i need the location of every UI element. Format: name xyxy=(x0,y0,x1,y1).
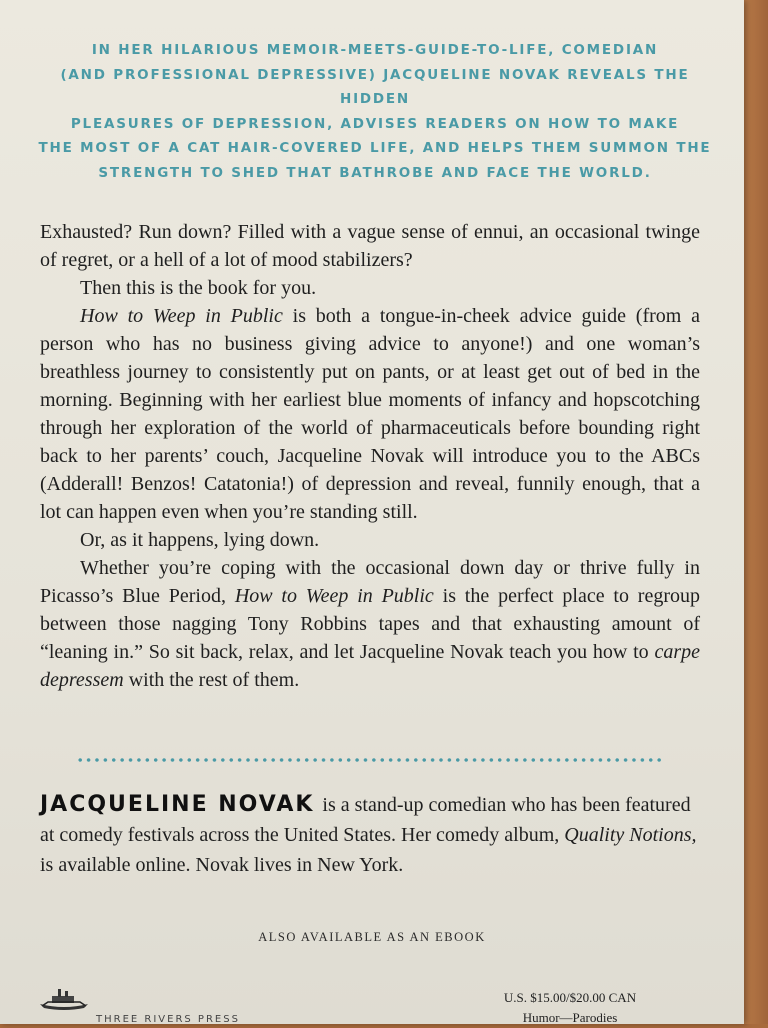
teaser-blurb xyxy=(30,38,720,185)
closing-text-a: Whether you’re coping with the occasional down day or thrive fully in Picasso’s Blue Period, xyxy=(40,557,700,607)
paragraph-closing xyxy=(40,554,700,694)
book-title: How to Weep in Public xyxy=(80,305,283,327)
ship-logo-icon xyxy=(38,984,90,1012)
blurb-line: PLEASURES OF DEPRESSION, ADVISES READERS ON HOW TO MAKE xyxy=(70,115,680,132)
bio-text-b: is available online. Novak lives in New York. xyxy=(40,854,404,876)
paragraph-intro: Exhausted? Run down? Filled with a vague sense of ennui, an occasional twinge of regret, or a hell of a lot of mood stabilizers? xyxy=(40,221,700,271)
album-title: Quality Notions, xyxy=(564,824,697,846)
price-block xyxy=(470,988,670,1028)
description xyxy=(40,218,700,694)
blurb-line: IN HER HILARIOUS MEMOIR-MEETS-GUIDE-TO-LIFE, COMEDIAN xyxy=(91,42,659,58)
blurb-line: (AND PROFESSIONAL DEPRESSIVE) JACQUELINE NOVAK REVEALS THE HIDDEN xyxy=(60,66,690,107)
book-title: How to Weep in Public xyxy=(234,585,434,607)
bio-text-a: is a stand-up comedian who has been featured at comedy festivals across the United States. Her comedy album, xyxy=(40,794,691,846)
ebook-notice: ALSO AVAILABLE AS AN EBOOK xyxy=(258,930,486,944)
price: U.S. $15.00/$20.00 CAN xyxy=(503,990,637,1005)
author-name: JACQUELINE NOVAK xyxy=(40,792,315,817)
publisher-name: THREE RIVERS PRESS xyxy=(96,1014,240,1025)
closing-text-b: is the perfect place to regroup between those nagging Tony Robbins tapes and that exhausting amount of “leaning in.” So sit back, relax, and let Jacqueline Novak teach you how to xyxy=(40,585,700,663)
dotted-divider xyxy=(76,757,662,763)
author-bio xyxy=(40,790,700,880)
paragraph-tagline: Then this is the book for you. xyxy=(80,277,317,299)
latin-phrase: carpe depressem xyxy=(40,641,700,691)
paragraph-lying: Or, as it happens, lying down. xyxy=(80,529,320,551)
paragraph-main-text: is both a tongue-in-cheek advice guide (from a person who has no business giving advice to anyone!) and one woman’s breathless journey to consistently put on pants, or at least get out of bed in the morning. Beginning with her earliest blue moments of infancy and hopscotching through her exploration of the world of pharmaceuticals before bounding right back to her parents’ couch, Jacqueline Novak will introduce you to the ABCs (Adderall! Benzos! Catatonia!) of depression and reveal, funnily enough, that a lot can happen even when you’re standing still. xyxy=(40,305,700,523)
paragraph-main xyxy=(40,302,700,526)
blurb-line: THE MOST OF A CAT HAIR-COVERED LIFE, AND HELPS THEM SUMMON THE xyxy=(38,140,712,156)
category: Humor—Parodies xyxy=(522,1010,618,1025)
blurb-line: STRENGTH TO SHED THAT BATHROBE AND FACE THE WORLD. xyxy=(98,164,652,181)
closing-text-c: with the rest of them. xyxy=(123,669,300,691)
